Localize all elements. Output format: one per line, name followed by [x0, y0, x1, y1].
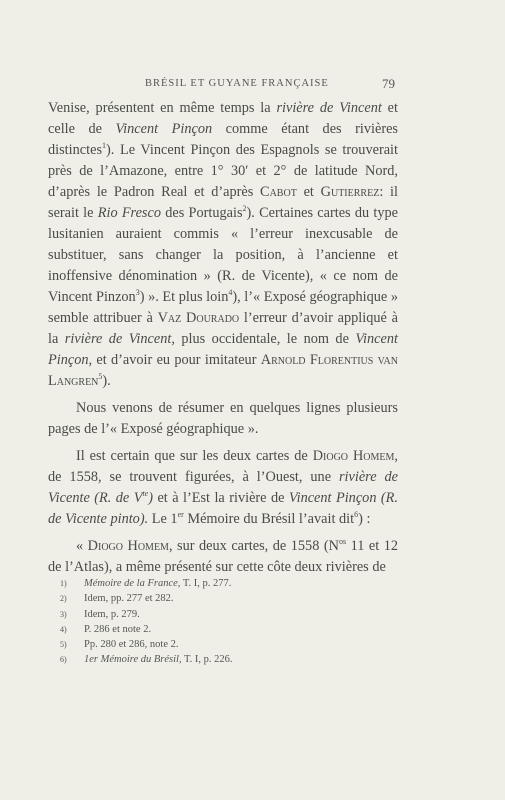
paragraph-4: « Diogo Homem, sur deux cartes, de 1558 ($N^{os}$ 11 et 12 de l’Atlas), a même présenté sur cette côte deux rivières de [48, 537, 398, 575]
italic-term: Vincent Pinçon (R. de Vicente pinto). [48, 490, 398, 527]
footnote: 5) Pp. 280 et 286, note 2. [60, 639, 179, 651]
page-number: 79 [382, 76, 395, 91]
footnote: 3) Idem, p. 279. [60, 608, 140, 620]
author-name: Gutierrez [320, 184, 380, 200]
footnotes [60, 576, 390, 668]
paragraph-2: Nous venons de résumer en quelques lignes plusieurs pages de l’« Exposé géographique ». [48, 400, 398, 437]
footnote: 2) Idem, pp. 277 et 282. [60, 593, 174, 605]
paragraph-1: Venise, présentent en même temps la rivière de Vincent et celle de Vincent Pinçon comme étant des rivières distinctes$^1$). Le Vincent Pinçon des Espagnols se trouverait près de l’Amazone, entre 1° 30′ et 2° de latitude Nord, d’après le Padron Real et d’après Cabot et Gutierrez: il serait le Rio Fresco des Portugais$^2$). Certaines cartes du type lusitanien auraient commis « l’erreur inexcusable de substituer, sans changer la position, à l’ancienne et inoffensive dénomination » (R. de Vicente), « ce nom de Vincent Pinzon$^3$) ». Et plus loin$^4$), l’« Exposé géographique » semble attribuer à Vaz Dourado l’erreur d’avoir appliqué à la rivière de Vincent, plus occidentale, le nom de Vincent Pinçon, et d’avoir eu pour imitateur Arnold Florentius van Langren$^5$). [48, 100, 399, 389]
footnote-ref: 2 [242, 204, 247, 214]
footnote-ref: 3 [135, 288, 140, 298]
italic-term: rivière de Vicente (R. de $V^{te}$) [48, 469, 398, 506]
italic-term: Vincent Pinçon [115, 121, 213, 137]
body-text [48, 98, 398, 578]
author-name: Arnold Florentius van Langren [48, 352, 399, 389]
footnote-ref: 5 [98, 372, 103, 382]
author-name: Cabot [260, 184, 297, 200]
author-name: Diogo Homem [312, 448, 395, 464]
author-name: Vaz Dourado [157, 310, 240, 326]
italic-term: Rio Fresco [97, 205, 161, 221]
italic-term: rivière de Vincent [276, 100, 382, 116]
italic-term: Vincent Pinçon, [48, 331, 398, 368]
footnote-ref: 1 [102, 141, 107, 151]
footnote-ref: 6 [354, 510, 359, 520]
footnote: 4) P. 286 et note 2. [60, 623, 152, 635]
footnote: 1) Mémoire de la France, T. I, p. 277. [60, 578, 232, 589]
footnote: 6) 1er Mémoire du Brésil, T. I, p. 226. [60, 654, 233, 666]
italic-term: rivière de Vincent, [64, 331, 175, 347]
footnote-ref: 4 [228, 288, 233, 298]
author-name: Diogo Homem [87, 538, 169, 554]
running-title: BRÉSIL ET GUYANE FRANÇAISE [145, 78, 329, 89]
paragraph-3: Il est certain que sur les deux cartes de Diogo Homem, de 1558, se trouvent figurées, à l’Ouest, une rivière de Vicente (R. de $V^{te}$) et à l’Est la rivière de Vincent Pinçon (R. de Vicente pinto). Le 1er Mémoire du Brésil l’avait dit$^6$) : [48, 448, 398, 527]
